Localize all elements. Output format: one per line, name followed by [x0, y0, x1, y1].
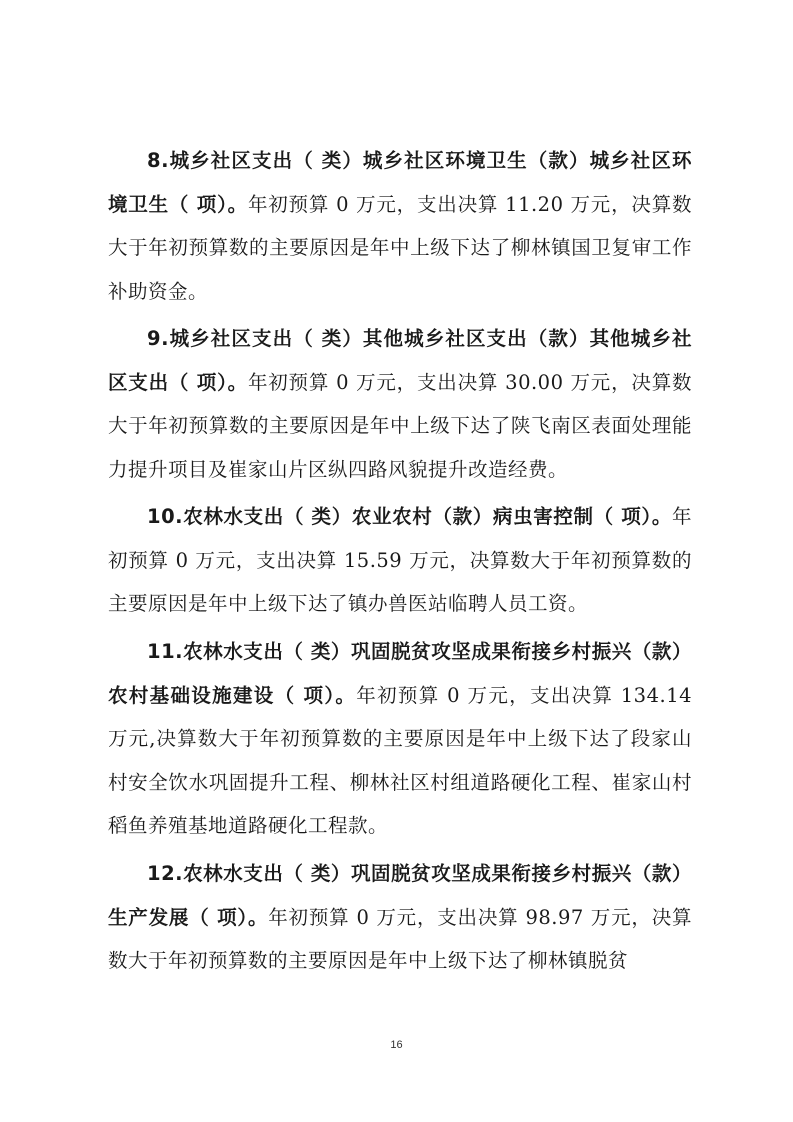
paragraph-body: 年初预算 0 万元，支出决算 134.14 万元,决算数大于年初预算数的主要原因是年中上级下达了段家山村安全饮水巩固提升工程、柳林社区村组道路硬化工程、崔家山村稻鱼养殖基地道路硬化工程款。 — [108, 683, 693, 837]
paragraph-heading: 8.城乡社区支出（ 类）城乡社区环境卫生（款）城乡社区环境卫生（ 项）。 — [108, 149, 692, 216]
page-number: 16 — [390, 1039, 403, 1051]
paragraph-body: 年初预算 0 万元，支出决算 11.20 万元，决算数大于年初预算数的主要原因是年中上级下达了柳林镇国卫复审工作补助资金。 — [108, 192, 692, 303]
paragraph-item-9 — [108, 317, 692, 491]
paragraph-heading: 9.城乡社区支出（ 类）其他城乡社区支出（款）其他城乡社区支出（ 项）。 — [108, 327, 692, 394]
paragraph-body: 年初预算 0 万元，支出决算 98.97 万元，决算数大于年初预算数的主要原因是年中上级下达了柳林镇脱贫 — [108, 905, 692, 972]
paragraph-item-10 — [108, 495, 692, 626]
paragraph-heading: 11.农林水支出（ 类）巩固脱贫攻坚成果衔接乡村振兴（款）农村基础设施建设（ 项）。 — [108, 640, 692, 707]
paragraph-heading: 10.农林水支出（ 类）农业农村（款）病虫害控制（ 项）。 — [147, 505, 672, 528]
paragraph-body: 年初预算 0 万元，支出决算 15.59 万元，决算数大于年初预算数的主要原因是年中上级下达了镇办兽医站临聘人员工资。 — [108, 505, 692, 615]
paragraph-item-8 — [108, 139, 692, 313]
paragraph-body: 年初预算 0 万元，支出决算 30.00 万元，决算数大于年初预算数的主要原因是年中上级下达了陕飞南区表面处理能力提升项目及崔家山片区纵四路风貌提升改造经费。 — [108, 370, 692, 481]
paragraph-item-12 — [108, 852, 692, 983]
paragraph-heading: 12.农林水支出（ 类）巩固脱贫攻坚成果衔接乡村振兴（款）生产发展（ 项）。 — [108, 862, 692, 929]
paragraph-item-11 — [108, 630, 692, 848]
